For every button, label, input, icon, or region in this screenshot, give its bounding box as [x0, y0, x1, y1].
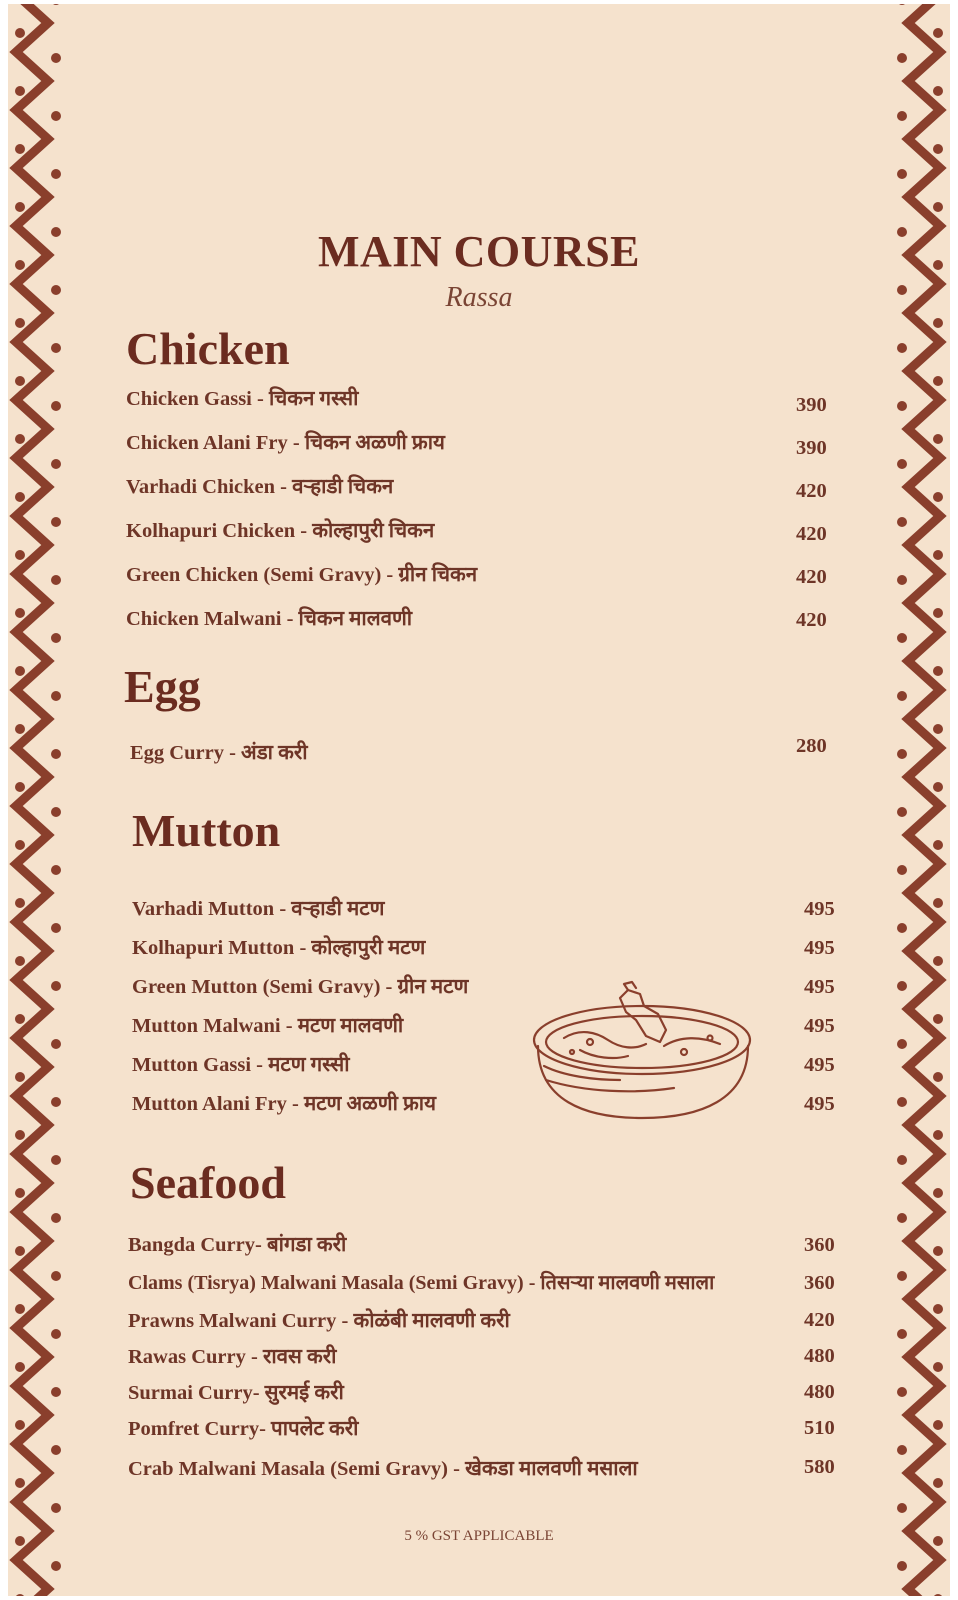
menu-item-name: Crab Malwani Masala (Semi Gravy) - खेकडा मालवणी मसाला [128, 1458, 638, 1480]
page-subtitle: Rassa [445, 282, 513, 313]
menu-item-name: Bangda Curry- बांगडा करी [128, 1234, 347, 1256]
page-title: MAIN COURSE [317, 227, 641, 276]
section-heading-mutton: Mutton [132, 805, 281, 856]
section-heading-egg: Egg [124, 661, 201, 712]
menu-item-name: Green Mutton (Semi Gravy) - ग्रीन मटण [132, 976, 469, 998]
menu-item-price: 360 [804, 1234, 835, 1256]
menu-item-name: Chicken Malwani - चिकन मालवणी [126, 608, 413, 630]
menu-item-name: Surmai Curry- सुरमई करी [128, 1382, 344, 1404]
menu-item-price: 420 [796, 480, 827, 502]
menu-item-price: 420 [804, 1309, 835, 1331]
section-heading-seafood: Seafood [130, 1157, 286, 1208]
menu-item-name: Clams (Tisrya) Malwani Masala (Semi Gravy) - तिसऱ्या मालवणी मसाला [128, 1272, 715, 1294]
menu-item-name: Green Chicken (Semi Gravy) - ग्रीन चिकन [126, 564, 478, 586]
menu-item-name: Rawas Curry - रावस करी [128, 1346, 337, 1368]
menu-item-price: 360 [804, 1272, 835, 1294]
menu-item-name: Varhadi Mutton - वऱ्हाडी मटण [132, 898, 385, 920]
menu-item-name: Prawns Malwani Curry - कोळंबी मालवणी करी [128, 1310, 510, 1332]
menu-item-name: Pomfret Curry- पापलेट करी [128, 1418, 359, 1440]
menu-item-name: Chicken Gassi - चिकन गस्सी [126, 388, 359, 410]
menu-item-price: 390 [796, 437, 827, 459]
menu-item-name: Egg Curry - अंडा करी [130, 742, 308, 764]
menu-item-name: Chicken Alani Fry - चिकन अळणी फ्राय [126, 432, 445, 454]
menu-item-price: 510 [804, 1417, 835, 1439]
menu-item-name: Varhadi Chicken - वऱ्हाडी चिकन [126, 476, 394, 498]
menu-item-name: Kolhapuri Chicken - कोल्हापुरी चिकन [126, 520, 435, 542]
menu-item-price: 280 [796, 735, 827, 757]
section-heading-chicken: Chicken [126, 323, 290, 374]
menu-item-price: 495 [804, 1015, 835, 1037]
menu-page [8, 4, 950, 1596]
menu-item-price: 420 [796, 609, 827, 631]
menu-item-name: Mutton Malwani - मटण मालवणी [132, 1015, 404, 1037]
menu-item-price: 480 [804, 1381, 835, 1403]
menu-item-price: 495 [804, 898, 835, 920]
menu-item-name: Kolhapuri Mutton - कोल्हापुरी मटण [132, 937, 426, 959]
menu-item-price: 495 [804, 1054, 835, 1076]
gst-note: 5 % GST APPLICABLE [404, 1528, 554, 1544]
menu-item-name: Mutton Gassi - मटण गस्सी [132, 1054, 350, 1076]
curry-pot-icon [524, 980, 764, 1130]
menu-item-price: 495 [804, 976, 835, 998]
menu-item-price: 580 [804, 1456, 835, 1478]
menu-item-price: 480 [804, 1345, 835, 1367]
menu-item-price: 420 [796, 566, 827, 588]
menu-item-price: 390 [796, 394, 827, 416]
menu-item-price: 495 [804, 937, 835, 959]
menu-item-price: 495 [804, 1093, 835, 1115]
menu-item-name: Mutton Alani Fry - मटण अळणी फ्राय [132, 1093, 437, 1115]
menu-item-price: 420 [796, 523, 827, 545]
